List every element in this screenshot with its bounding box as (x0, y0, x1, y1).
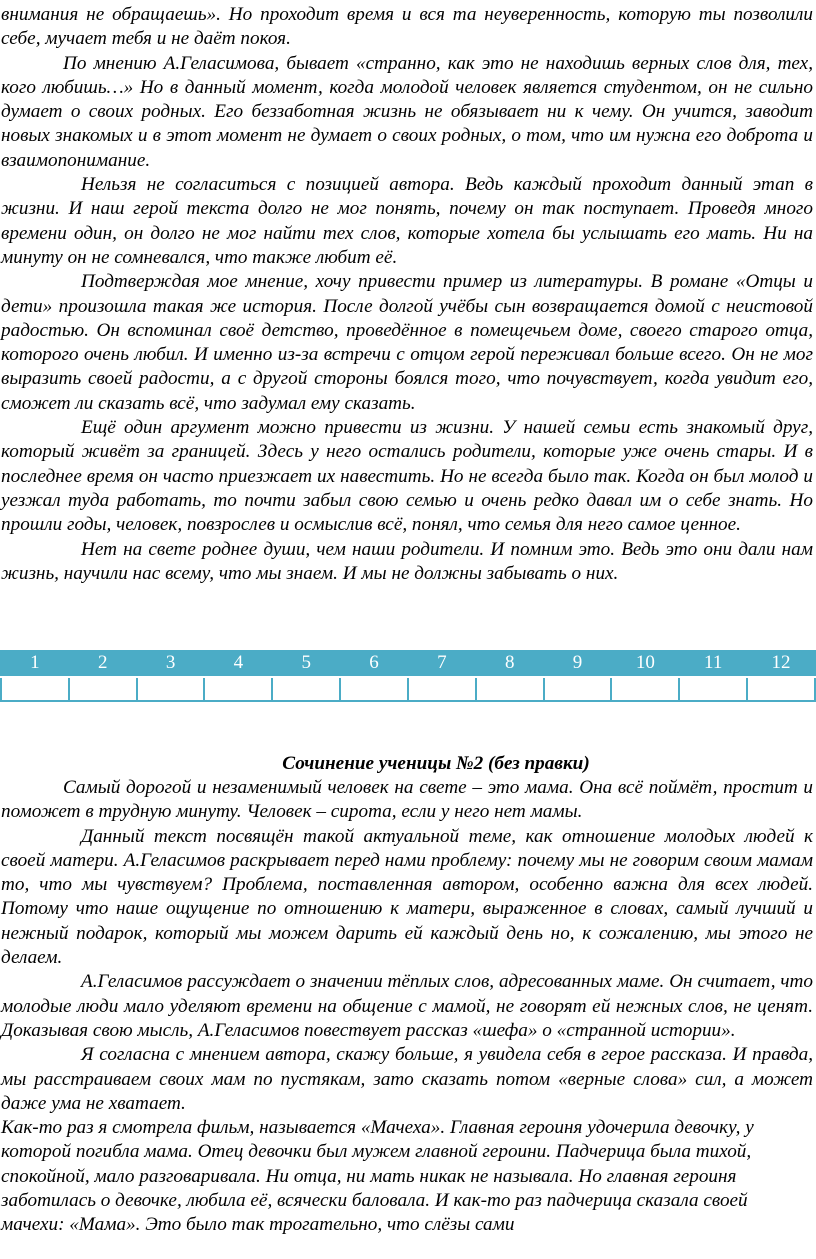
score-cell (272, 677, 340, 701)
paragraph: Я согласна с мнением автора, скажу больше, я увидела себя в герое рассказа. И правда, мы расстраиваем своих мам по пустякам, зато сказать потом «верные слова» сил, а может даже ума не хватает. (1, 1044, 813, 1114)
score-header-cell: 2 (69, 650, 137, 677)
score-table (0, 650, 816, 702)
score-cell (1, 677, 69, 701)
score-cell (340, 677, 408, 701)
score-cell (476, 677, 544, 701)
score-header-cell: 4 (204, 650, 272, 677)
essay-two-title: Сочинение ученицы №2 (без правки) (282, 753, 590, 774)
score-header-cell: 6 (340, 650, 408, 677)
score-header-cell: 9 (544, 650, 612, 677)
paragraph: Ещё один аргумент можно привести из жизни. У нашей семьи есть знакомый друг, который живёт за границей. Здесь у него остались родители, которые уже очень стары. И в последнее время он часто приезжает их навестить. Но не всегда было так. Когда он был молод и уезжал туда работать, то почти забыл свою семью и очень редко давал им о себе знать. Но прошли годы, человек, повзрослев и осмыслив всё, понял, что семья для него самое ценное. (1, 417, 813, 536)
paragraph: Подтверждая мое мнение, хочу привести пример из литературы. В романе «Отцы и дети» произошла такая же история. После долгой учёбы сын возвращается домой с неистовой радостью. Он вспоминал своё детство, проведённое в помещечьем доме, своего старого отца, которого очень любил. И именно из-за встречи с отцом герой переживал больше всего. Он не мог выразить своей радости, а с другой стороны боялся того, что почувствует, когда увидит его, сможет ли сказать всё, что задумал ему сказать. (1, 271, 813, 414)
paragraph: Данный текст посвящён такой актуальной теме, как отношение молодых людей к своей матери. А.Геласимов раскрывает перед нами проблему: почему мы не говорим своим мамам то, что мы чувствуем? Проблема, поставленная автором, особенно важна для всех людей. Потому что наше ощущение по отношению к матери, выраженное в словах, самый лучший и нежный подарок, который мы можем дарить ей каждый день но, к сожалению, мы этого не делаем. (1, 825, 813, 969)
score-header-cell: 5 (272, 650, 340, 677)
essay-one-text (0, 3, 816, 586)
score-cell (137, 677, 205, 701)
score-header-cell: 11 (679, 650, 747, 677)
score-header-cell: 1 (1, 650, 69, 677)
score-cell (544, 677, 612, 701)
score-header-cell: 12 (747, 650, 815, 677)
score-header-cell: 8 (476, 650, 544, 677)
score-header-cell: 10 (611, 650, 679, 677)
paragraph: Как-то раз я смотрела фильм, называется «Мачеха». Главная героиня удочерила девочку, у которой погибла мама. Отец девочки был мужем главной героини. Падчерица была тихой, спокойной, мало разговаривала. Ни отца, ни мать никак не называла. Но главная героиня заботилась о девочке, любила её, всячески баловала. И как-то раз падчерица сказала своей мачехи: «Мама». Это было так трогательно, что слёзы сами (1, 1117, 754, 1236)
score-header-cell: 7 (408, 650, 476, 677)
score-table-empty-row (1, 677, 815, 701)
paragraph: Нет на свете роднее души, чем наши родители. И помним это. Ведь это они дали нам жизнь, научили нас всему, что мы знаем. И мы не должны забывать о них. (1, 538, 813, 584)
score-table-header-row (1, 650, 815, 677)
score-cell (747, 677, 815, 701)
score-cell (69, 677, 137, 701)
score-cell (408, 677, 476, 701)
paragraph: По мнению А.Геласимова, бывает «странно, как это не находишь верных слов для, тех, кого любишь…» Но в данный момент, когда молодой человек является студентом, он не сильно думает о своих родных. Его беззаботная жизнь не обязывает ни к чему. Он учится, заводит новых знакомых и в этот момент не думает о своих родных, о том, что им нужна его доброта и взаимопонимание. (1, 52, 813, 171)
essay-two-text (0, 776, 816, 1238)
paragraph: внимания не обращаешь». Но проходит время и вся та неуверенность, которую ты позволили себе, мучает тебя и не даёт покоя. (1, 4, 813, 50)
score-cell (611, 677, 679, 701)
score-header-cell: 3 (137, 650, 205, 677)
paragraph: Самый дорогой и незаменимый человек на свете – это мама. Она всё поймёт, простит и поможет в трудную минуту. Человек – сирота, если у него нет мамы. (1, 777, 813, 823)
paragraph: А.Геласимов рассуждает о значении тёплых слов, адресованных маме. Он считает, что молодые люди мало уделяют времени на общение с мамой, не говорят ей нежных слов, не ценят. Доказывая свою мысль, А.Геласимов повествует рассказ «шефа» о «странной истории». (1, 971, 813, 1041)
score-cell (204, 677, 272, 701)
score-cell (679, 677, 747, 701)
paragraph: Нельзя не согласиться с позицией автора. Ведь каждый проходит данный этап в жизни. И наш герой текста долго не мог понять, почему он так поступает. Проведя много времени один, он долго не мог найти тех слов, которые хотела бы услышать его мать. Ни на минуту он не сомневался, что также любит её. (1, 174, 813, 268)
